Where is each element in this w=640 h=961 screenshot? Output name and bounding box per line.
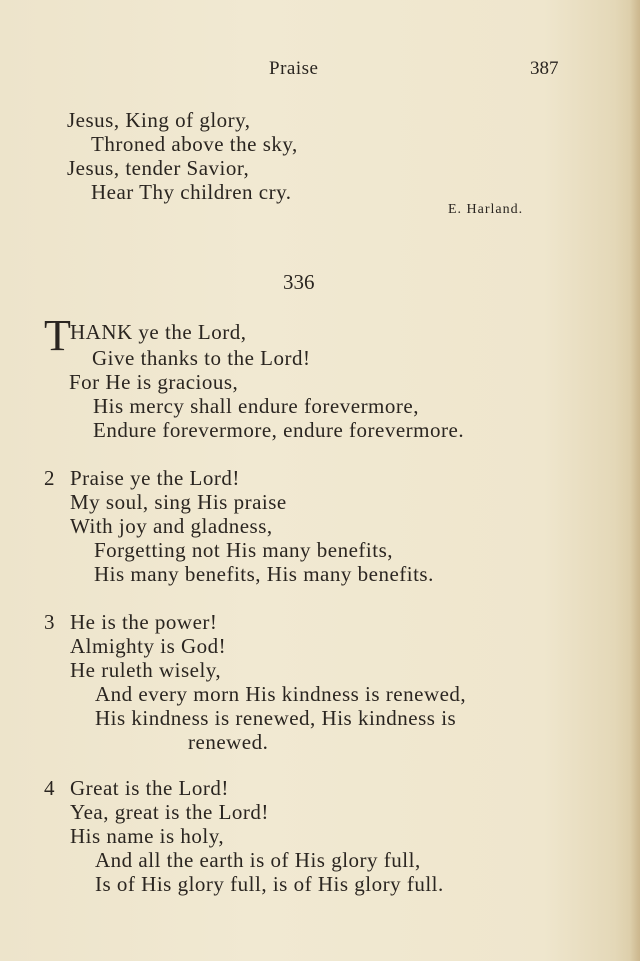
previous-hymn-line: Jesus, King of glory, — [67, 108, 251, 132]
verse-line: His name is holy, — [70, 824, 225, 848]
verse-line: His mercy shall endure forevermore, — [93, 394, 419, 418]
previous-hymn-line: Jesus, tender Savior, — [67, 156, 250, 180]
verse-number: 4 — [44, 776, 55, 800]
verse-line: Is of His glory full, is of His glory full. — [95, 872, 444, 896]
verse-line: He is the power! — [70, 610, 218, 634]
hymn-number: 336 — [283, 270, 315, 294]
verse-line: Almighty is God! — [70, 634, 227, 658]
verse-line: He ruleth wisely, — [70, 658, 222, 682]
verse-line: And all the earth is of His glory full, — [95, 848, 421, 872]
previous-hymn-line: Hear Thy children cry. — [91, 180, 292, 204]
verse-number: 3 — [44, 610, 55, 634]
verse-line: Give thanks to the Lord! — [92, 346, 311, 370]
verse-line: My soul, sing His praise — [70, 490, 287, 514]
hymn-author: E. Harland. — [448, 202, 524, 217]
drop-cap: T — [44, 311, 71, 360]
page-number: 387 — [530, 58, 559, 79]
verse-line: Praise ye the Lord! — [70, 466, 240, 490]
verse-line: For He is gracious, — [69, 370, 239, 394]
verse-line: And every morn His kindness is renewed, — [95, 682, 467, 706]
verse-line: Endure forevermore, endure forevermore. — [93, 418, 465, 442]
running-header-title: Praise — [269, 58, 319, 79]
previous-hymn-line: Throned above the sky, — [91, 132, 298, 156]
verse-line: His kindness is renewed, His kindness is — [95, 706, 457, 730]
verse-line: Yea, great is the Lord! — [70, 800, 269, 824]
verse-number: 2 — [44, 466, 55, 490]
page-edge — [630, 0, 640, 961]
verse-line: HANK ye the Lord, — [70, 320, 247, 344]
verse-line: His many benefits, His many benefits. — [94, 562, 434, 586]
verse-line: Great is the Lord! — [70, 776, 229, 800]
verse-line: With joy and gladness, — [70, 514, 273, 538]
verse-line: renewed. — [188, 730, 269, 754]
verse-line: Forgetting not His many benefits, — [94, 538, 394, 562]
